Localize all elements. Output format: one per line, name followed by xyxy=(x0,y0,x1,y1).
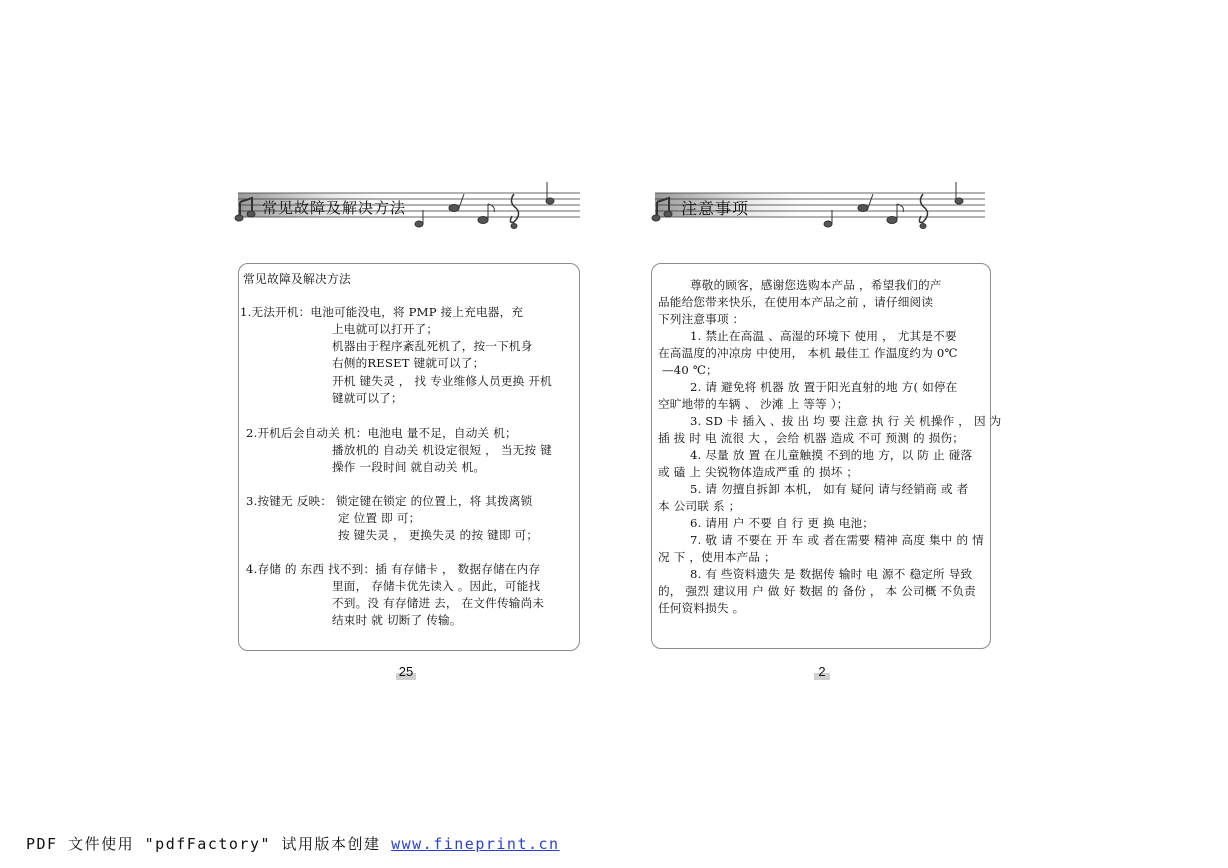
text-line: 况 下 ，使用本产品 ； xyxy=(658,550,776,564)
text-line: 7. 敬 请 不要在 开 车 或 者在需要 精神 高度 集中 的 情 xyxy=(690,533,984,547)
text-line: 上电就可以打开了； xyxy=(332,322,439,336)
banner-title: 常见故障及解决方法 xyxy=(262,199,407,217)
text-line: 8. 有 些资料遗失 是 数据传 输时 电 源不 稳定所 导致 xyxy=(690,567,973,581)
text-line: 的， 强烈 建议用 户 做 好 数据 的 备份 ， 本 公司概 不负责 xyxy=(658,584,976,598)
text-line: 本 公司联 系 ； xyxy=(658,499,741,513)
banner-title: 注意事项 xyxy=(681,199,750,218)
text-line: 1. 禁止在高温 、高湿的环境下 使用 ， 尤其是不要 xyxy=(690,329,957,343)
right-banner xyxy=(651,180,985,232)
text-line: 品能给您带来快乐，在使用本产品之前 ，请仔细阅读 xyxy=(658,295,934,309)
right-page xyxy=(614,0,1228,868)
text-line: 2. 请 避免将 机器 放 置于阳光直射的地 方( 如停在 xyxy=(690,380,958,394)
text-line: 6. 请用 户 不要 自 行 更 换 电池； xyxy=(690,516,875,530)
fineprint-link[interactable]: www.fineprint.cn xyxy=(391,835,560,853)
text-line: 3. SD 卡 插入 、拔 出 均 要 注意 执 行 关 机操作 ， 因 为 xyxy=(690,414,1002,428)
text-line: 尊敬的顾客，感谢您选购本产品 ，希望我们的产 xyxy=(690,278,942,292)
footer-text: PDF 文件使用 "pdfFactory" 试用版本创建 xyxy=(26,835,392,853)
text-line: 操作 一段时间 就自动关 机。 xyxy=(332,460,486,474)
text-line: —40 ℃； xyxy=(662,363,718,377)
text-line: 开机 键失灵 ， 找 专业维修人员更换 开机 xyxy=(332,374,552,388)
text-line: 3.按键无 反映： 锁定键在锁定 的位置上，将 其拨离锁 xyxy=(246,494,533,508)
text-line: 任何资料损失 。 xyxy=(658,601,745,615)
page-number-text: 25 xyxy=(398,664,414,679)
text-line: 5. 请 勿擅自拆卸 本机， 如有 疑问 请与经销商 或 者 xyxy=(690,482,969,496)
box-heading: 常见故障及解决方法 xyxy=(243,272,351,286)
page-number xyxy=(814,664,830,679)
text-line: 4. 尽量 放 置 在儿童触摸 不到的地 方，以 防 止 碰落 xyxy=(690,448,973,462)
text-line: 不到。没 有存储进 去， 在文件传输尚未 xyxy=(332,596,545,610)
text-line: 定 位置 即 可； xyxy=(338,511,421,525)
text-line: 下列注意事项 ： xyxy=(658,312,745,326)
text-line: 或 磕 上 尖锐物体造成严重 的 损坏 ； xyxy=(658,465,859,479)
text-line: 1.无法开机：电池可能没电，将 PMP 接上充电器，充 xyxy=(240,305,524,319)
text-line: 插 拔 时 电 流很 大 ，会给 机器 造成 不可 预测 的 损伤； xyxy=(658,431,965,445)
page-number-text: 2 xyxy=(818,664,826,679)
text-line: 机器由于程序紊乱死机了，按一下机身 xyxy=(332,339,533,353)
pdf-watermark-footer xyxy=(26,833,560,854)
page-number xyxy=(396,664,416,679)
text-line: 播放机的 自动关 机设定很短 ， 当无按 键 xyxy=(332,443,552,457)
left-banner xyxy=(234,180,580,232)
text-line: 里面， 存储卡优先读入 。因此，可能找 xyxy=(332,579,541,593)
text-line: 在高温度的冲凉房 中使用， 本机 最佳工 作温度约为 0℃ xyxy=(658,346,958,360)
text-line: 2.开机后会自动关 机：电池电 量不足，自动关 机； xyxy=(246,426,517,440)
text-line: 键就可以了； xyxy=(332,391,403,405)
text-line: 按 键失灵 ， 更换失灵 的按 键即 可； xyxy=(338,528,539,542)
text-line: 结束时 就 切断了 传输。 xyxy=(332,613,462,627)
text-line: 右侧的RESET 键就可以了； xyxy=(332,356,485,370)
text-line: 4.存储 的 东西 找不到：插 有存储卡 ， 数据存储在内存 xyxy=(246,562,541,576)
text-line: 空旷地带的车辆 、 沙滩 上 等等 ）； xyxy=(658,397,849,411)
